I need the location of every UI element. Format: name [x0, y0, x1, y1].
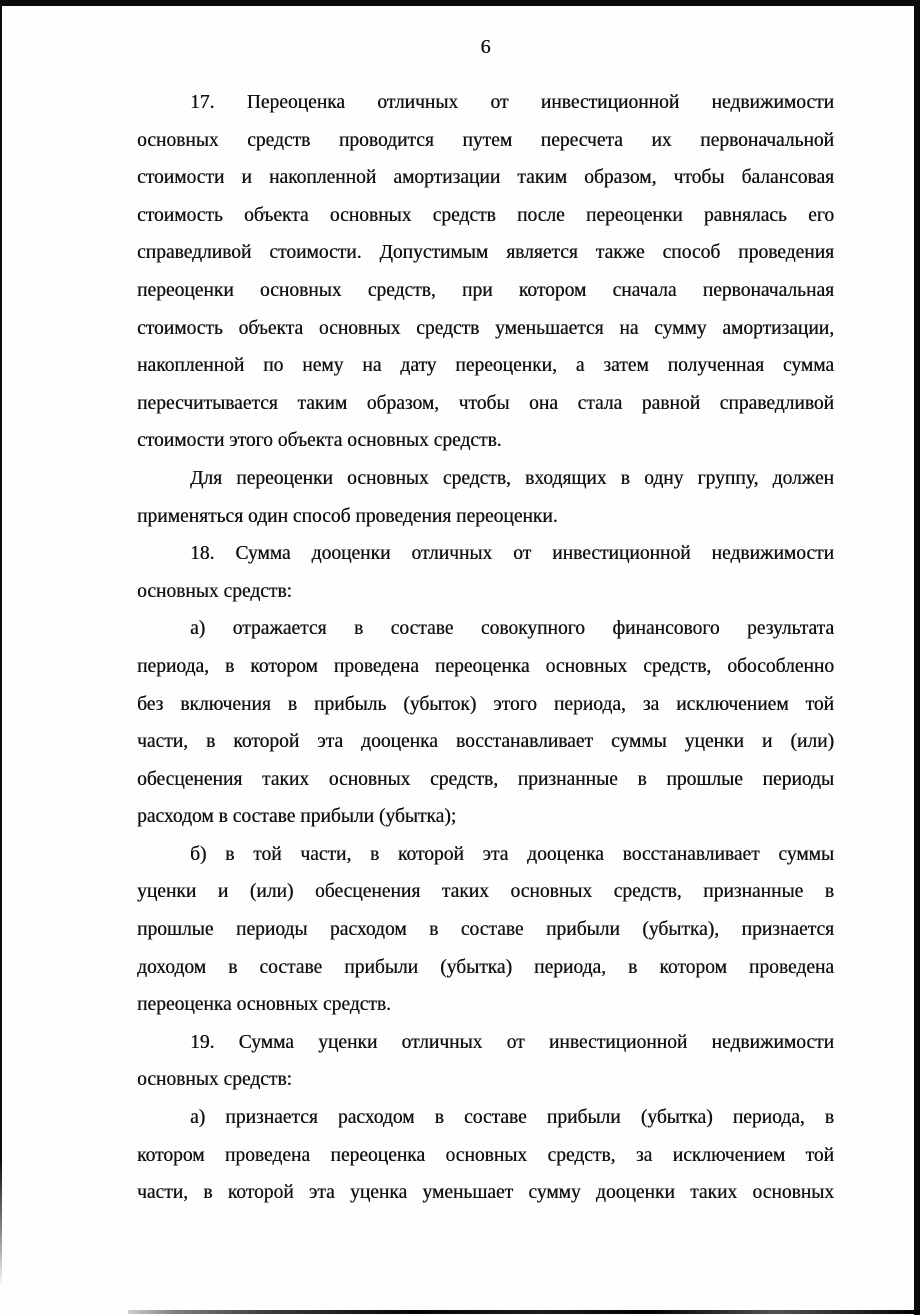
text-line: прошлые периоды расходом в составе прибыли (убытка), признается	[137, 919, 834, 941]
text-line: 17. Переоценка отличных от инвестиционной недвижимости	[190, 92, 834, 113]
text-line: переоценки основных средств, при котором сначала первоначальная	[137, 279, 834, 301]
text-line: стоимость объекта основных средств после переоценки равнялась его	[137, 204, 834, 226]
text-line: 18. Сумма дооценки отличных от инвестиционной недвижимости	[190, 543, 834, 565]
text-line: стоимости этого объекта основных средств.	[137, 430, 502, 452]
text-line: доходом в составе прибыли (убытка) периода, в котором проведена	[137, 956, 834, 978]
text-line: а) признается расходом в составе прибыли (убытка) периода, в	[190, 1107, 834, 1129]
scan-artifact-right-bar	[914, 0, 920, 1315]
text-line: основных средств:	[137, 1069, 292, 1091]
paragraph-item-18-b	[137, 836, 834, 1024]
paragraph-item-19	[137, 1024, 834, 1099]
text-line: части, в которой эта дооценка восстанавливает суммы уценки и (или)	[137, 731, 834, 753]
paragraph-item-17-group-rule	[137, 460, 834, 535]
text-line: пересчитывается таким образом, чтобы она стала равной справедливой	[137, 392, 834, 414]
text-line: основных средств проводится путем пересчета их первоначальной	[137, 129, 834, 151]
text-line: 19. Сумма уценки отличных от инвестиционной недвижимости	[190, 1031, 834, 1053]
text-line: стоимости и накопленной амортизации таким образом, чтобы балансовая	[137, 167, 834, 189]
page-number: 6	[480, 36, 491, 58]
text-line: накопленной по нему на дату переоценки, а затем полученная сумма	[137, 355, 834, 377]
paragraph-item-17	[137, 84, 834, 460]
text-line: стоимость объекта основных средств уменьшается на сумму амортизации,	[137, 317, 834, 339]
text-line: уценки и (или) обесценения таких основных средств, признанные в	[137, 881, 834, 903]
scan-artifact-bottom-line	[128, 1310, 920, 1314]
text-line: расходом в составе прибыли (убытка);	[137, 806, 457, 828]
text-line: без включения в прибыль (убыток) этого периода, за исключением той	[137, 693, 834, 715]
paragraph-item-19-a	[137, 1099, 834, 1212]
text-line: котором проведена переоценка основных средств, за исключением той	[137, 1144, 834, 1166]
text-line: части, в которой эта уценка уменьшает сумму дооценки таких основных	[137, 1182, 834, 1204]
text-line: справедливой стоимости. Допустимым является также способ проведения	[137, 242, 834, 264]
text-line: переоценка основных средств.	[137, 994, 391, 1016]
text-line: периода, в котором проведена переоценка основных средств, обособленно	[137, 655, 834, 677]
text-line: обесценения таких основных средств, признанные в прошлые периоды	[137, 768, 834, 790]
scan-artifact-top-bar	[0, 0, 920, 6]
paragraph-item-18-a	[137, 610, 834, 836]
paragraph-item-18	[137, 535, 834, 610]
text-line: основных средств:	[137, 580, 292, 602]
text-line: применяться один способ проведения переоценки.	[137, 505, 558, 527]
text-line: а) отражается в составе совокупного финансового результата	[190, 618, 834, 640]
text-line: Для переоценки основных средств, входящих в одну группу, должен	[190, 467, 834, 489]
scan-artifact-left-line	[0, 5, 2, 1287]
text-line: б) в той части, в которой эта дооценка восстанавливает суммы	[190, 843, 834, 865]
document-body	[137, 84, 834, 1212]
